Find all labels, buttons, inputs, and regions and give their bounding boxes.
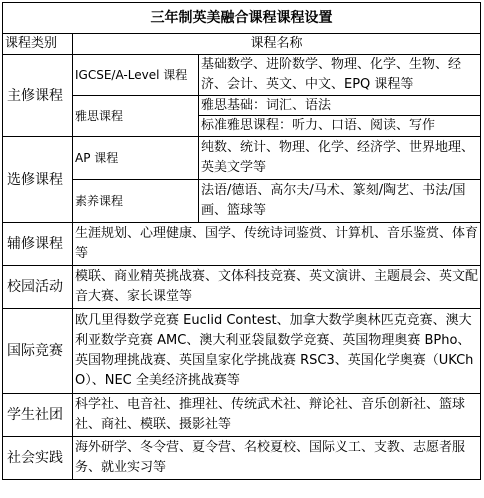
ielts-line-2: 标准雅思课程：听力、口语、阅读、写作	[201, 118, 436, 133]
intl-content: 欧几里得数学竞赛 Euclid Contest、加拿大数学奥林匹克竞赛、澳大利亚数学竞赛 AMC、澳大利亚袋鼠数学竞赛、英国物理奥赛 BPho、英国物理挑战赛、英国皇家化学挑战赛 RSC3、英国化学奥赛（UKChO）、NEC 全美经济挑战赛等	[73, 309, 481, 394]
campus-content: 模联、商业精英挑战赛、文体科技竞赛、英文演讲、主题晨会、英文配音大赛、家长课堂等	[73, 266, 481, 309]
category-social: 社会实践	[3, 437, 73, 480]
tutoring-content: 生涯规划、心理健康、国学、传统诗词鉴赏、计算机、音乐鉴赏、体育等	[73, 223, 481, 266]
header-category: 课程类别	[3, 34, 73, 55]
category-major: 主修课程	[3, 55, 73, 137]
category-intl: 国际竞赛	[3, 309, 73, 394]
social-content: 海外研学、冬令营、夏令营、名校夏校、国际义工、支教、志愿者服务、就业实习等	[73, 437, 481, 480]
header-row	[3, 34, 481, 55]
table-row	[3, 180, 481, 223]
header-course-name: 课程名称	[73, 34, 481, 55]
table-row	[3, 266, 481, 309]
sub-igcse-label: IGCSE/A-Level 课程	[73, 55, 199, 96]
category-campus: 校园活动	[3, 266, 73, 309]
sub-ielts-label: 雅思课程	[73, 96, 199, 137]
course-table	[2, 2, 481, 480]
table-row	[3, 437, 481, 480]
sub-quality-content: 法语/德语、高尔夫/马术、篆刻/陶艺、书法/国画、篮球等	[199, 180, 481, 223]
clubs-content: 科学社、电音社、推理社、传统武术社、辩论社、音乐创新社、篮球社、商社、模联、摄影社等	[73, 394, 481, 437]
table-title: 三年制英美融合课程课程设置	[3, 3, 481, 34]
table-row	[3, 137, 481, 180]
ielts-line-1: 雅思基础：词汇、语法	[199, 96, 480, 116]
sub-ap-content: 纯数、统计、物理、化学、经济学、世界地理、英美文学等	[199, 137, 481, 180]
table-row	[3, 223, 481, 266]
title-row	[3, 3, 481, 34]
category-elective: 选修课程	[3, 137, 73, 223]
table-row	[3, 394, 481, 437]
sub-igcse-content: 基础数学、进阶数学、物理、化学、生物、经济、会计、英文、中文、EPQ 课程等	[199, 55, 481, 96]
table-row	[3, 96, 481, 137]
category-clubs: 学生社团	[3, 394, 73, 437]
category-tutoring: 辅修课程	[3, 223, 73, 266]
sub-quality-label: 素养课程	[73, 180, 199, 223]
table-row	[3, 309, 481, 394]
sub-ielts-content	[199, 96, 481, 137]
sub-ap-label: AP 课程	[73, 137, 199, 180]
